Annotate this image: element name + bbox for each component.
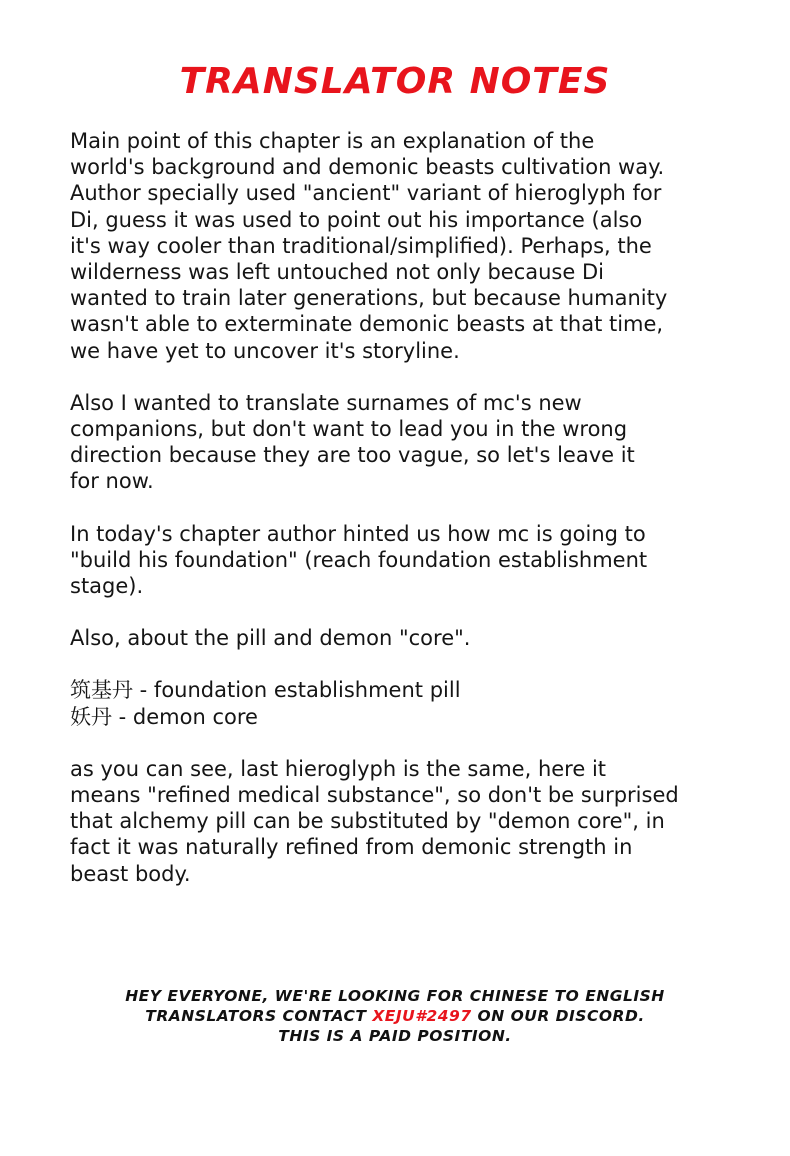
discord-contact-tag: XEJU#2497 — [372, 1007, 472, 1025]
recruitment-line-2-start: TRANSLATORS CONTACT — [145, 1007, 373, 1025]
paragraph-pill-core: Also, about the pill and demon "core". — [70, 626, 471, 651]
recruitment-notice — [0, 986, 790, 1046]
glossary-item-demon-core: 妖丹 - demon core — [70, 704, 258, 729]
recruitment-line-1: HEY EVERYONE, WE'RE LOOKING FOR CHINESE TO ENGLISH — [125, 987, 665, 1005]
notes-body — [70, 128, 730, 913]
paragraph-surnames: Also I wanted to translate surnames of mc's new companions, but don't want to lead you in the wrong direction because they are too vague, so let's leave it for now. — [70, 390, 635, 494]
paragraph-foundation: In today's chapter author hinted us how mc is going to "build his foundation" (reach foundation establishment stage). — [70, 521, 648, 599]
recruitment-line-3: THIS IS A PAID POSITION. — [278, 1027, 512, 1045]
paragraph-background: Main point of this chapter is an explanation of the world's background and demonic beasts cultivation way. Author specially used "ancient" variant of hieroglyph for Di, guess it was used to point out his importance (also it's way cooler than traditional/simplified). Perhaps, the wilderness was left untouched not only because Di wanted to train later generations, but because humanity wasn't able to exterminate demonic beasts at that time, we have yet to uncover it's storyline. — [70, 129, 668, 363]
recruitment-line-2 — [0, 1006, 790, 1026]
page-title: TRANSLATOR NOTES — [179, 61, 611, 102]
glossary-item-foundation-pill: 筑基丹 - foundation establishment pill — [70, 678, 461, 703]
recruitment-line-2-end: ON OUR DISCORD. — [471, 1007, 645, 1025]
glossary-list — [70, 677, 730, 729]
paragraph-hieroglyph: as you can see, last hieroglyph is the same, here it means "refined medical substance", so don't be surprised that alchemy pill can be substituted by "demon core", in fact it was naturally refined from demonic strength in beast body. — [70, 756, 679, 886]
